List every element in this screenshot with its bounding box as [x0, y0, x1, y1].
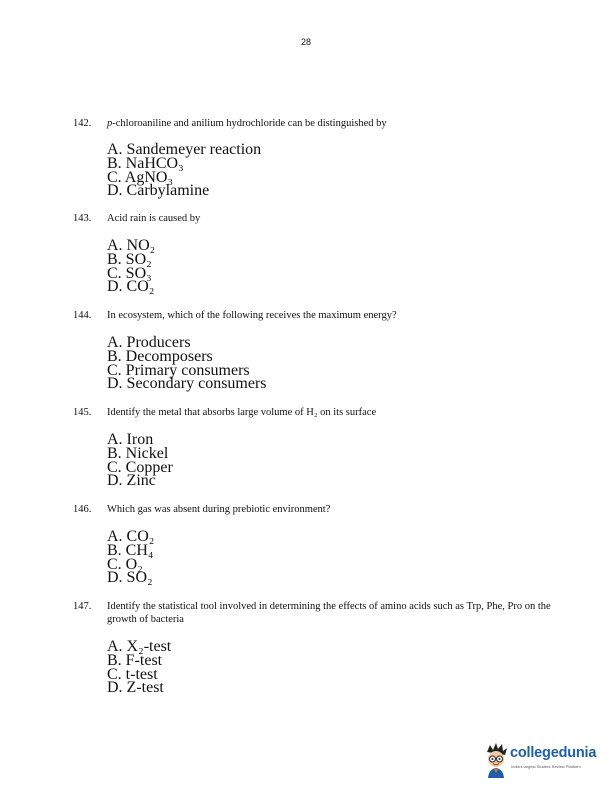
option-a: A. Producers — [107, 334, 191, 351]
question-text: In ecosystem, which of the following receives the maximum energy? — [107, 310, 397, 321]
question-text: Acid rain is caused by — [107, 213, 201, 224]
question-text: Identify the statistical tool involved in determining the effects of amino acids such as Trp, Phe, Pro on the growth of bacteria — [107, 601, 551, 625]
option-c: C. Primary consumers — [107, 361, 250, 379]
options-147 — [107, 640, 507, 695]
option-c: C. t-test — [107, 665, 158, 683]
option-d: D. CO₂ — [107, 278, 155, 296]
option-d: D. Zinc — [107, 472, 156, 490]
option-c: C. O₂ — [107, 555, 143, 573]
question-text: p-chloroaniline and anilium hydrochloride can be distinguished by — [107, 118, 387, 129]
option-b: B. Nickel — [107, 444, 169, 462]
option-d: D. Carbylamine — [107, 182, 210, 200]
option-b: B. NaHCO₃ — [107, 154, 184, 172]
options-145 — [107, 433, 507, 488]
para-prefix: p — [107, 118, 113, 129]
mascot-icon — [482, 742, 510, 782]
logo-wordmark: collegedunia — [510, 745, 597, 761]
question-number: 142. — [73, 118, 92, 129]
question-number: 143. — [73, 213, 92, 224]
options-144 — [107, 336, 507, 391]
collegedunia-logo[interactable] — [482, 742, 602, 784]
option-c: C. AgNO₃ — [107, 168, 174, 186]
option-a: A. Sandemeyer reaction — [107, 141, 262, 158]
question-text: Which gas was absent during prebiotic environment? — [107, 504, 331, 515]
options-142 — [107, 143, 507, 198]
options-146 — [107, 530, 507, 585]
option-a: A. NO₂ — [107, 237, 156, 254]
question-text: Identify the metal that absorbs large volume of H₂ on its surface — [107, 407, 377, 418]
option-d: D. Secondary consumers — [107, 375, 267, 393]
option-a: A. CO₂ — [107, 528, 155, 545]
option-b: B. F-test — [107, 651, 163, 669]
option-c: C. SO₃ — [107, 264, 152, 282]
option-b: B. Decomposers — [107, 347, 213, 365]
option-b: B. CH₄ — [107, 541, 154, 559]
page-number: 28 — [300, 37, 311, 47]
option-a: A. X₂-test — [107, 638, 172, 655]
options-143 — [107, 239, 507, 294]
question-number: 147. — [73, 601, 92, 612]
logo-tagline: India's largest Student Review Platform — [511, 764, 581, 769]
question-number: 145. — [73, 407, 92, 418]
question-number: 144. — [73, 310, 92, 321]
option-d: D. Z-test — [107, 679, 164, 697]
option-d: D. SO₂ — [107, 569, 153, 587]
option-a: A. Iron — [107, 431, 154, 448]
question-number: 146. — [73, 504, 92, 515]
option-b: B. SO₂ — [107, 250, 152, 268]
option-c: C. Copper — [107, 458, 173, 476]
